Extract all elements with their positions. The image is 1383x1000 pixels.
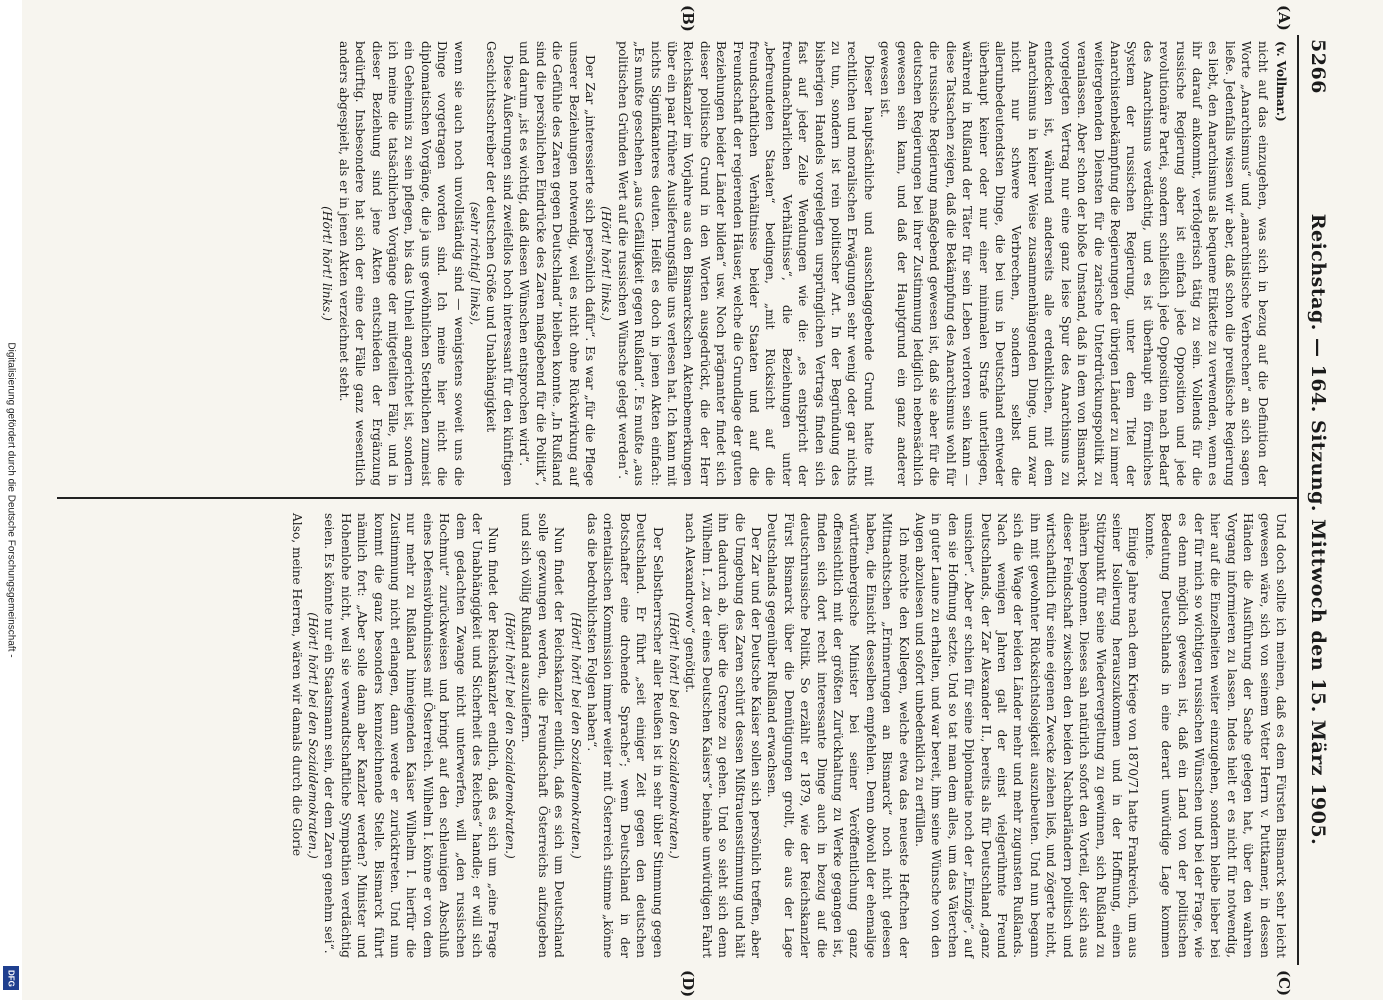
margin-letter-a: (A): [1274, 5, 1293, 31]
rotated-page: [47, 5, 1337, 998]
page-header: [1297, 35, 1337, 965]
paragraph: Der Zar und der Deutsche Kaiser sollen sich persönlich treffen, aber die Umgebung des Zaren schürt dessen Mißtrauensstimmung und hält ihn dadurch ab, über die Grenze zu gehen. Und so sieht sich denn Wilhelm I. „zu der eines Deutschen Kaisers“ beinahe unwürdigen Fahrt nach Alexandrowo“ genötigt.: [682, 513, 763, 958]
paragraph: Nun findet der Reichskanzler endlich, daß es sich um „eine Frage der Unabhängigkeit und Sicherheit des Reiches“ handle; er will sich dem gedachten Zwange nicht unterwerfen, will „den russischen Hochmut“ zurückweisen und bringt auf den schleunigen Abschluß eines Defensivbündnisses mit Österreich. Wilhelm I. könne er von dem nur mehr zu Rußland hinneigenden Kaiser Wilhelm I. hierfür die Zustimmung nicht erlangen, dann werde er zurücktreten. Und nun kommt die ganz besonders kennzeichnende Stelle. Bismarck führt nämlich fort: „Aber solle dann aber Kanzler werden? Minister und Hohenlohe nicht, weil sie verwandtschaftliche Sympathien verdächtig seien. Es könnte nur ein Staatsmann sein, der dem Zaren genehm sei“.: [321, 513, 500, 958]
column-divider: [57, 497, 1297, 499]
margin-letter-c: (C): [1274, 970, 1293, 997]
paragraph: Diese Äußerungen sind zweifellos hoch interessant für den künftigen Geschichtsschreiber der deutschen Größe und Unabhängigkeit: [484, 41, 515, 486]
credit-text: Digitalisierung gefördert durch die Deutsche Forschungsgemeinschaft -: [5, 342, 17, 658]
paragraph: Der Zar „interessierte sich persönlich dafür“. Es war „für die Pflege unserer Beziehungen notwendig, weil es nicht ohne Rückwirkung auf die Gefühle des Zaren gegen Deutschland“ bleiben konnte. „In Rußland sind die persönlichen Eindrücke des Zaren maßgebend für die Politik“, und darum „ist es wichtig, daß diesen Wünschen entsprochen wird“.: [516, 41, 597, 486]
page-number: 5266: [1306, 39, 1329, 94]
interjection: (Hört! hört! links.): [319, 206, 334, 321]
margin-letter-b: (B): [678, 5, 697, 32]
right-column: [288, 513, 1289, 958]
paragraph: Und doch sollte ich meinen, daß es dem Fürsten Bismarck sehr leicht gewesen wäre, sich von seinem Vetter Herrn v. Puttkamer, in dessen Händen die Ausführung der Sache gelegen hat, über den wahren Vorgang informieren zu lassen. Indes hielt er es nicht für notwendig, hier auf die Einzelheiten weiter einzugehen, sondern bleibe lieber bei der für mich so wichtigen russischen Wünschen und bei der Frage, wie es denn möglich gewesen ist, daß ein Land von der politischen Bedeutung Deutschlands in eine derart unwürdige Lage kommen konnte.: [1142, 513, 1288, 958]
left-column: [319, 41, 1289, 486]
speaker-label: (v. Vollmar.): [1273, 41, 1288, 122]
paragraph: Einige Jahre nach dem Kriege von 1870/71 hatte Frankreich, um aus seiner Isolierung herauszukommen und in der Hoffnung, einen Stützpunkt für seine Wiedervergeltung zu gewinnen, sich Rußland zu nähern begonnen. Dieses sah natürlich sofort den Vorteil, der sich aus dieser Feindschaft zwischen den beiden Nachbarländern politisch und wirtschaftlich für seine eigenen Zwecke ziehen ließ, und zögerte nicht, ihn mit gewohnter Rücksichtslosigkeit auszubeuten. Und nun begann sich die Wage der beiden Länder mehr und mehr zugunsten Rußlands. Nach wenigen Jahren galt der einst vielgerühmte Freund Deutschlands, der Zar Alexander II., bereits als für Deutschland „ganz unsicher“. Aber er schien für seine Diplomatie noch der „Einzige“, auf den sie Hoffnung setzte. Und so tat man dem alles, um das Väterchen in guter Laune zu erhalten, und war bereit, ihm seine Wünsche von den Augen abzulesen und sofort unbedenklich zu erfüllen.: [912, 513, 1140, 958]
page-title: Reichstag. — 164. Sitzung. Mittwoch den 15. März 1905.: [1306, 213, 1329, 846]
margin-letter-d: (D): [678, 970, 697, 998]
interjection: (Hört! hört! bei den Sozialdemokraten.): [666, 612, 681, 859]
paragraph: Der Selbstherrscher aller Reußen ist in sehr übler Stimmung gegen Deutschland. Er führt „seit einiger Zeit gegen den deutschen Botschafter eine drohende Sprache“; wenn Deutschland in der orientalischen Kommission immer weiter mit Österreich stimme „könne das die bedrohlichsten Folgen haben“.: [584, 513, 665, 958]
interjection: (Hört! hört! bei den Sozialdemokraten.): [305, 612, 320, 859]
paragraph: Nun findet der Reichskanzler endlich, daß es sich um Deutschland solle gezwungen werden, die Freundschaft Österreichs aufzugeben und sich völlig Rußland auszuliefern.: [518, 513, 566, 958]
paragraph: Dieser hauptsächliche und ausschlaggebende Grund hatte mit rechtlichen und moralischen Erwägungen sehr wenig oder gar nichts zu tun, sondern ist rein politischer Art. In der Begründung des bisherigen Handels vorgelegten ursprünglichen Vertrags finden sich fast auf jeder Zeile Wendungen wie die: „es entspricht der freundnachbarlichen Verhältnisse“, die Beziehungen unter „befreundeten Staaten“ bedingen, „mit Rücksicht auf die freundschaftlichen Verhältnisse beider Staaten und auf die Freundschaft der regierenden Häuser, welche die Grundlage der guten Beziehungen beider Länder bilden“ usw. Noch prägnanter findet sich dieser politische Grund in den Worten ausgedrückt, die der Herr Reichskanzler im Vorjahre aus den Bismarckschen Aktenbemerkungen über ein paar frühere Auslieferungsfälle uns verlesen hat. Ich kann mit nichts Signifikanteres deuten. Heißt es doch in jenen Akten einfach: „Es mußte geschehen „aus Gefälligkeit gegen Rußland“. Es mußte „aus politischen Gründen Wert auf die russischen Wünsche gelegt werden“.: [615, 41, 876, 486]
interjection: (Hört! hört! bei den Sozialdemokraten.): [568, 612, 583, 859]
digitization-credit: [0, 0, 22, 1000]
dfg-logo: DFG: [3, 966, 19, 990]
interjection: (sehr richtig! links),: [467, 201, 482, 326]
paragraph: nicht auf das einzugehen, was sich in bezug auf die Definition der Worte „Anarchismus“ und „anarchistische Verbrechen“ an sich sagen ließe. Jedenfalls wissen wir aber, daß schon die preußische Regierung es liebt, den Anarchismus als bequeme Etikette zu verwenden, wenn es ihr darauf ankommt, verfolgerisch tätig zu sein. Vollends für die russische Regierung aber ist einfach jede Opposition und jede revolutionäre Partei, sondern schließlich jede Opposition nach Bedarf des Anarchismus verdächtig, und es ist überhaupt ein förmliches System der russischen Regierung, unter dem Titel der Anarchistenbekämpfung die Regierungen der übrigen Länder zu immer weitergehenden Diensten für die zarische Unterdrückungspolitik zu veranlassen. Aber schon der bloße Umstand, daß in dem von Bismarck vorgelegten Vertrag nur eine ganz leise Spur des Anarchismus zu entdecken ist, während anderseits alle erdenklichen, mit dem Anarchismus in keiner Weise zusammenhängenden Dinge, und zwar nicht nur schwere Verbrechen, sondern selbst die allerunbedeutendsten Dinge, die bei uns in Deutschland entweder überhaupt keiner oder nur einer minimalen Strafe unterliegen, während in Rußland der Täter für sein Leben verloren sein kann — diese Tatsachen zeigen, daß die Bekämpfung des Anarchismus wohl für die russische Regierung maßgebend gewesen ist, daß sie aber für die deutschen Regierungen bei ihrer Zustimmung lediglich nebensächlich gewesen sein kann, und daß der Hauptgrund ein ganz anderer gewesen ist.: [877, 41, 1270, 486]
paragraph: Also, meine Herren, wären wir damals durch die Glorie: [289, 513, 304, 857]
paragraph: Ich möchte den Kollegen, welche etwa das neueste Heftchen der Mittnachtschen „Erinnerungen an Bismarck“ noch nicht gelesen haben, die Einsicht desselben empfehlen. Denn obwohl der ehemalige württembergische Minister bei seiner Veröffentlichung ganz offensichtlich mit der größten Zurückhaltung zu Werke gegangen ist, finden sich dort recht interessante Dinge auch in bezug auf die deutschrussische Politik. So erzählt er 1879, wie der Reichskanzler Fürst Bismarck über die Demütigungen grollt, die aus der Lage Deutschlands gegenüber Rußland erwachsen.: [764, 513, 911, 958]
paragraph: wenn sie auch noch unvollständig sind — wenigstens soweit uns die Dinge vorgetragen worden sind. Ich meine hier nicht die diplomatischen Vorgänge, die ja uns gewöhnlichen Sterblichen zumeist ein Geheimnis zu sein pflegen, bis das Unheil angerichtet ist, sondern ich meine die tatsächlichen Vorgänge der mitgeteilten Fälle, und in dieser Beziehung sind jene Akten entschieden der Ergänzung bedürftig. Insbesondere hat sich der eine der Fälle ganz wesentlich anders abgespielt, als er in jenen Akten verzeichnet steht.: [336, 41, 466, 486]
interjection: (Hört! hört! links.): [598, 206, 613, 321]
interjection: (Hört! hört! bei den Sozialdemokraten.): [502, 612, 517, 859]
